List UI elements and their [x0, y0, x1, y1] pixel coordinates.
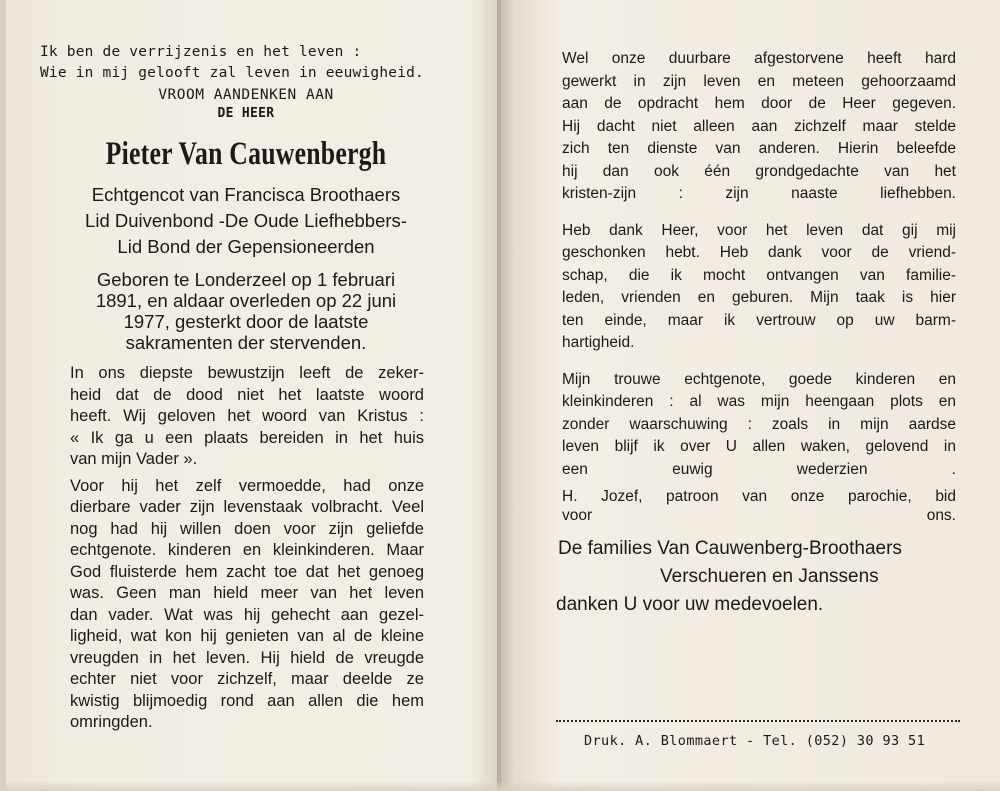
- memorial-heading: VROOM AANDENKEN AAN: [158, 87, 334, 103]
- text-line: kleinkinderen : al was mijn heengaan plots en: [562, 393, 956, 410]
- faith-paragraph: [40, 363, 452, 734]
- epigraph-line: Ik ben de verrijzenis en het leven :: [40, 44, 362, 60]
- birth-death-line: sakramenten der stervenden.: [125, 332, 367, 353]
- card-bottom-edge: [0, 781, 1000, 791]
- families-thanks: [556, 535, 956, 619]
- text-line: nog had hij willen doen voor zijn geliefde: [70, 519, 424, 538]
- printer-credit: Druk. A. Blommaert - Tel. (052) 30 93 51: [584, 733, 926, 749]
- membership-line: Lid Duivenbond -De Oude Liefhebbers-: [85, 210, 407, 231]
- text-line: geschonken hebt. Heb dank voor de vriend-: [562, 244, 956, 261]
- text-line: kwistig blijmoedig rond aan allen die hem: [70, 691, 424, 710]
- birth-death-line: Geboren te Londerzeel op 1 februari: [96, 269, 396, 290]
- text-line: vreugden in het leven. Hij hield de vreugde: [70, 648, 424, 667]
- text-line: Hij dacht niet alleen aan zichzelf maar stelde: [562, 117, 956, 135]
- text-line: was. Geen man hield meer van het leven: [70, 584, 424, 602]
- epigraph: [40, 42, 452, 84]
- honorific: DE HEER: [217, 106, 275, 121]
- prayer: [562, 487, 956, 525]
- text-line: heid dat de dood niet het laatste woord: [70, 385, 424, 404]
- text-line: aan de opdracht hem door de Heer gegeven.: [562, 95, 956, 112]
- spouse-line: Echtgencot van Francisca Broothaers: [91, 184, 401, 205]
- text-line: zich ten dienste van anderen. Hierin beleefde: [562, 140, 956, 157]
- text-line: Heb dank Heer, voor het leven dat gij mij: [562, 221, 956, 239]
- right-page: [556, 48, 956, 619]
- text-line: van mijn Vader ».: [70, 450, 198, 468]
- text-line: echter niet voor zichzelf, maar deelde ze: [70, 670, 424, 688]
- text-line: hartigheid.: [562, 334, 635, 351]
- birth-death-info: [40, 269, 452, 353]
- epigraph-line: Wie in mij gelooft zal leven in eeuwigheid.: [40, 65, 424, 81]
- left-page: [40, 42, 452, 734]
- text-line: dierbare vader zijn levenstaak volbracht. Veel: [70, 498, 424, 516]
- text-line: schap, die ik mocht ontvangen van familie-: [562, 266, 956, 284]
- farewell-paragraph: [562, 369, 956, 482]
- text-line: dan vader. Wat was hij gehecht aan gezel-: [70, 605, 424, 624]
- text-line: echtgenote. kinderen en kleinkinderen. Maar: [70, 541, 424, 559]
- families-line: De families Van Cauwenberg-Broothaers: [558, 538, 902, 559]
- deceased-name: Pieter Van Cauwenbergh: [105, 136, 387, 172]
- center-fold: [497, 0, 501, 791]
- text-line: Mijn trouwe echtgenote, goede kinderen en: [562, 370, 956, 388]
- text-line: kristen-zijn : zijn naaste liefhebben.: [562, 185, 956, 202]
- text-line: omringden.: [70, 713, 153, 731]
- thanks-paragraph: [562, 220, 956, 355]
- text-line: leden, vrienden en geburen. Mijn taak is hier: [562, 289, 956, 306]
- birth-death-line: 1977, gesterkt door de laatste: [123, 311, 369, 332]
- card-left-edge: [0, 0, 6, 791]
- text-line: ten einde, maar ik vertrouw op uw barm-: [562, 311, 956, 329]
- text-line: zonder waarschuwing : zoals in mijn aardse: [562, 415, 956, 433]
- text-line: God fluisterde hem zacht toe dat het genoeg: [70, 562, 424, 581]
- prayer-line: H. Jozef, patroon van onze parochie, bid: [562, 488, 956, 505]
- text-line: Wel onze duurbare afgestorvene heeft hard: [562, 50, 956, 67]
- text-line: gewerkt in zijn leven en meteen gehoorzaamd: [562, 72, 956, 90]
- text-line: leven blijf ik over U allen waken, gelovend in: [562, 438, 956, 455]
- work-paragraph: [562, 48, 956, 206]
- birth-death-line: 1891, en aldaar overleden op 22 juni: [95, 290, 397, 311]
- families-line: Verschueren en Janssens: [660, 566, 879, 587]
- text-line: « Ik ga u een plaats bereiden in het huis: [70, 428, 424, 447]
- prayer-line: voor ons.: [562, 507, 956, 524]
- membership-line: Lid Bond der Gepensioneerden: [117, 236, 375, 257]
- text-line: Voor hij het zelf vermoedde, had onze: [70, 476, 424, 495]
- text-line: In ons diepste bewustzijn leeft de zeker-: [70, 364, 424, 382]
- text-line: een euwig wederzien .: [562, 460, 956, 478]
- text-line: heeft. Wij geloven het woord van Kristus :: [70, 407, 424, 425]
- text-line: hij dan ook één grondgedachte van het: [562, 162, 956, 180]
- dotted-divider: [556, 720, 960, 722]
- text-line: ligheid, wat kon hij genieten van al de kleine: [70, 627, 424, 645]
- families-line: danken U voor uw medevoelen.: [556, 594, 824, 615]
